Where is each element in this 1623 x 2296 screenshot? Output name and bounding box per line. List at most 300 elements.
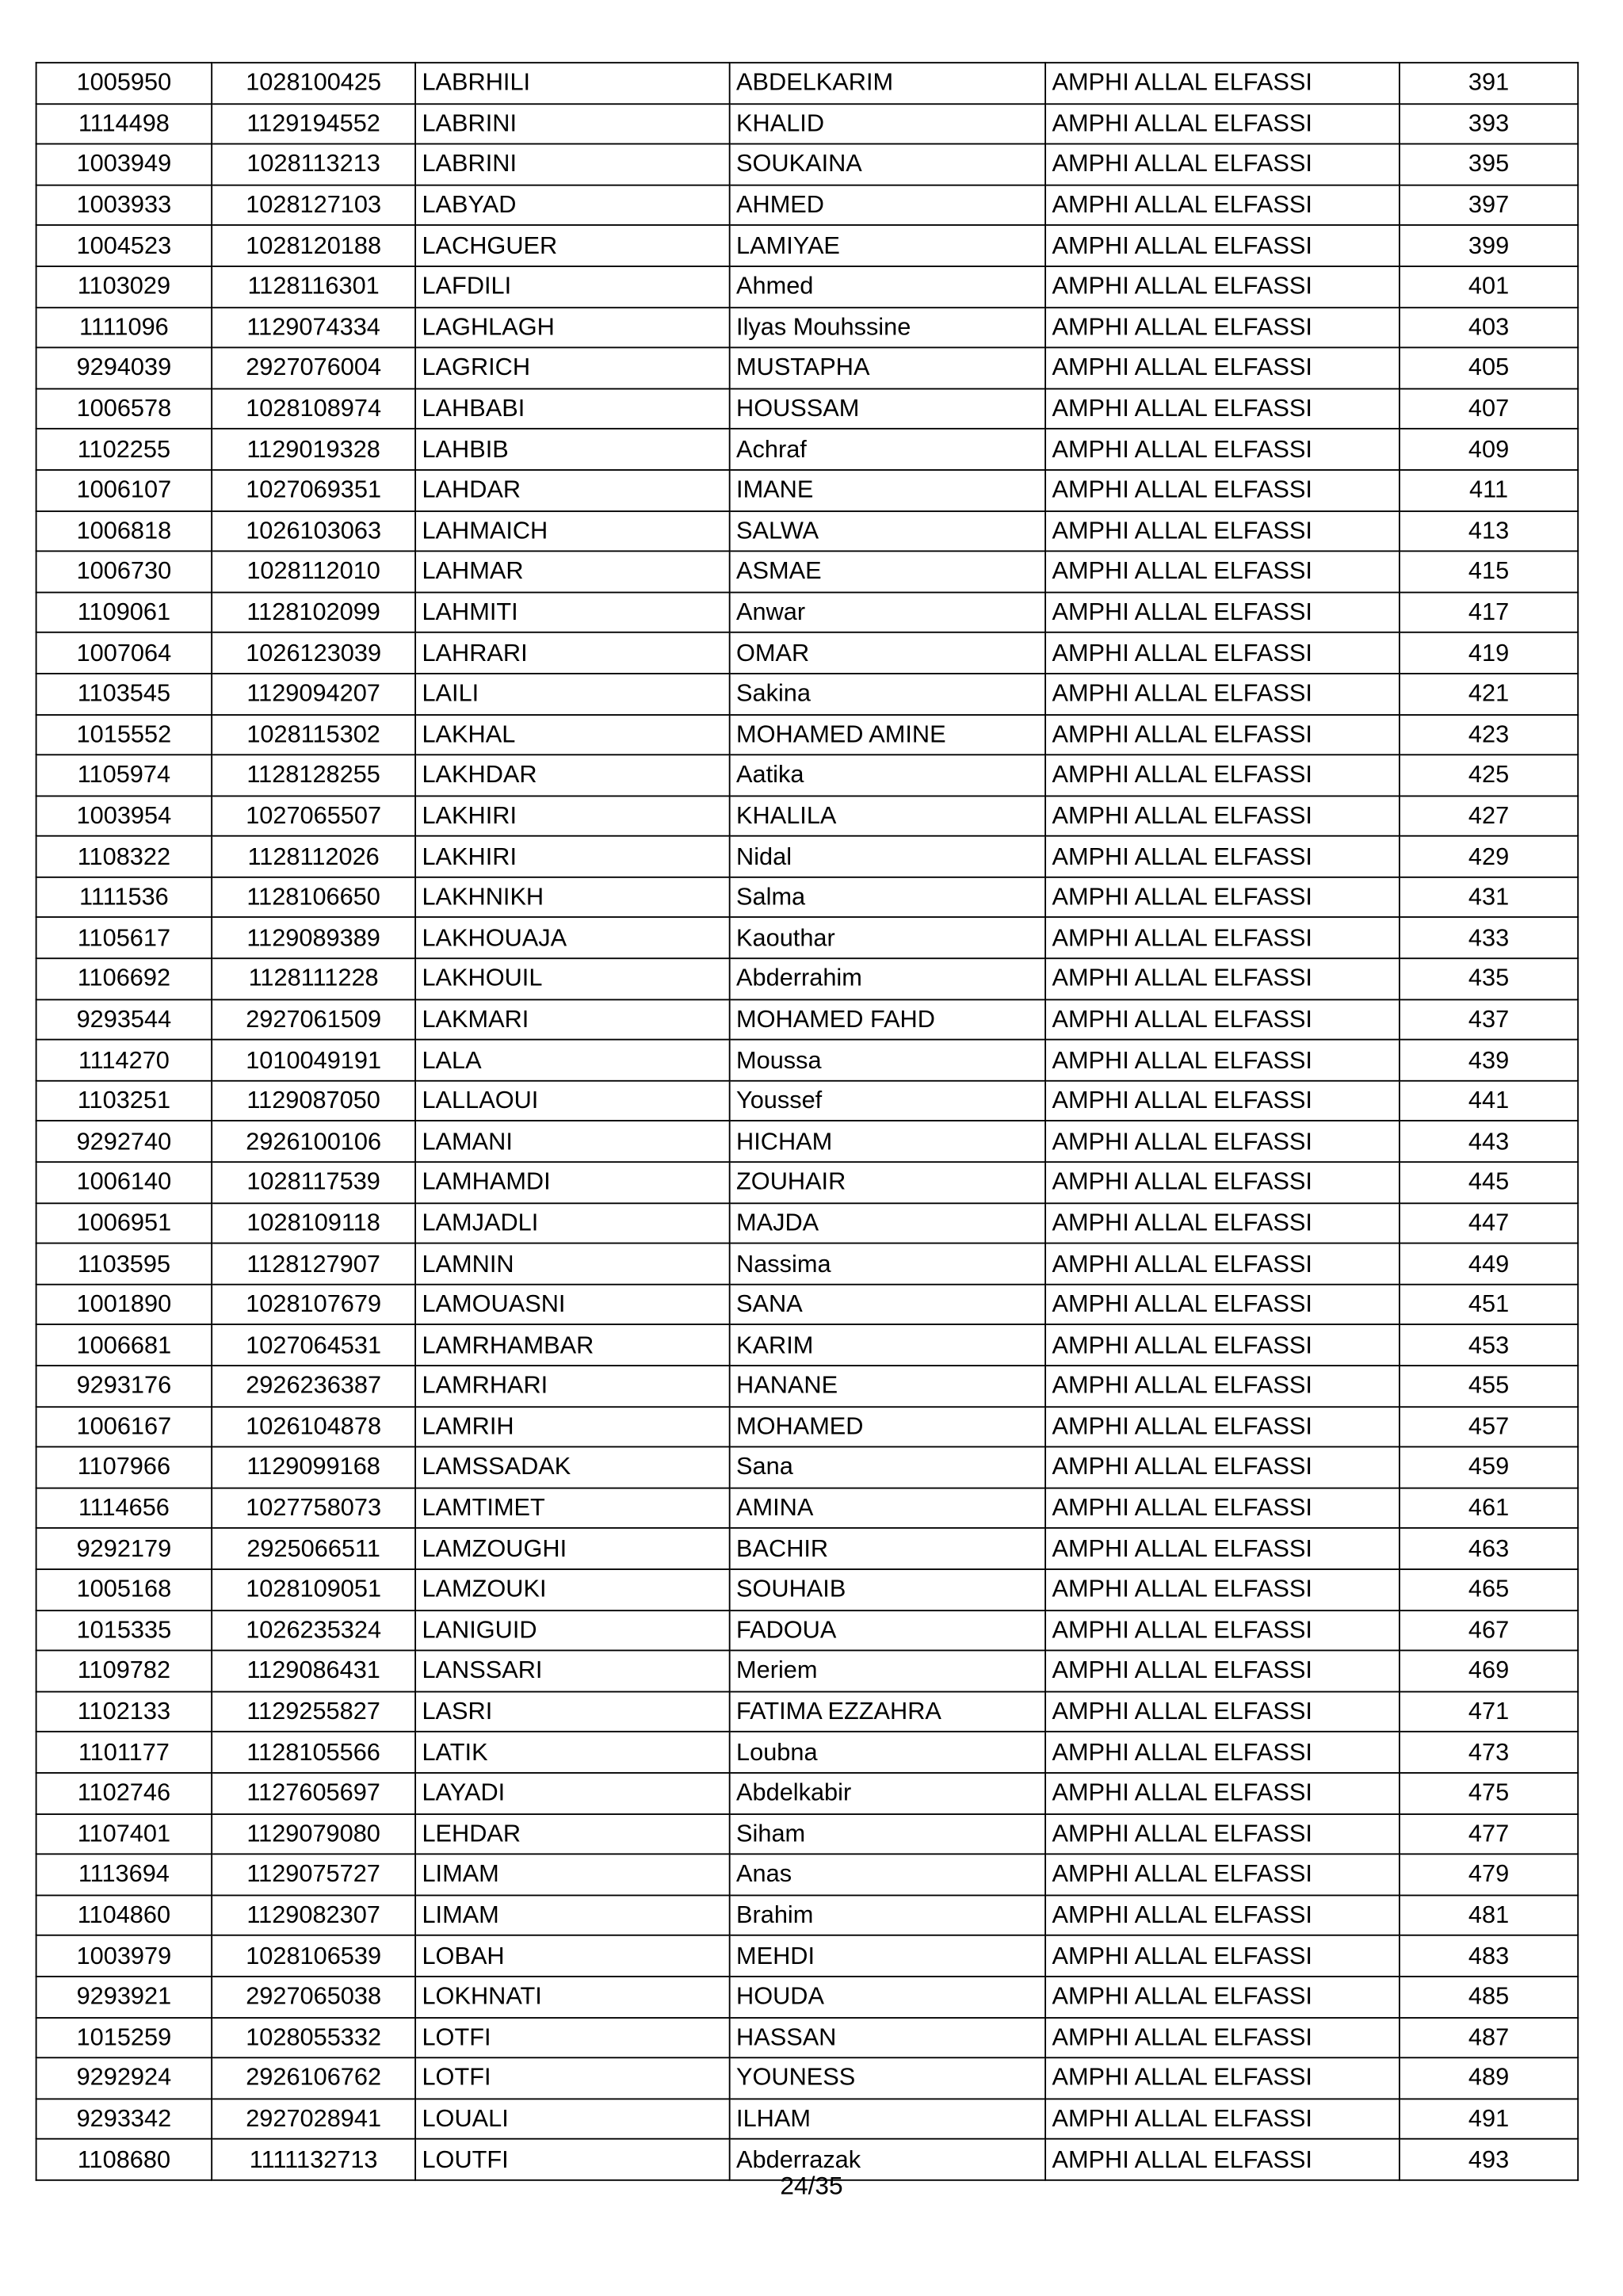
table-row — [36, 1203, 1579, 1244]
cell-room: AMPHI ALLAL ELFASSI — [1045, 2057, 1400, 2098]
cell-code: 1028127103 — [212, 185, 415, 225]
table-body — [36, 63, 1579, 2179]
cell-first-name: YOUNESS — [730, 2057, 1045, 2098]
cell-code: 1027069351 — [212, 470, 415, 510]
cell-room: AMPHI ALLAL ELFASSI — [1045, 1691, 1400, 1732]
table-row — [36, 877, 1579, 918]
cell-first-name: Youssef — [730, 1080, 1045, 1121]
cell-first-name: MEHDI — [730, 1935, 1045, 1976]
cell-room: AMPHI ALLAL ELFASSI — [1045, 266, 1400, 307]
cell-id: 1114498 — [36, 104, 212, 144]
table-row — [36, 1935, 1579, 1976]
cell-code: 1129255827 — [212, 1691, 415, 1732]
cell-seat: 403 — [1400, 307, 1578, 347]
cell-last-name: LAMANI — [415, 1121, 730, 1162]
cell-first-name: SOUHAIB — [730, 1569, 1045, 1610]
cell-first-name: Nidal — [730, 836, 1045, 877]
cell-last-name: LAMNIN — [415, 1244, 730, 1284]
cell-room: AMPHI ALLAL ELFASSI — [1045, 1773, 1400, 1813]
cell-seat: 411 — [1400, 470, 1578, 510]
cell-seat: 435 — [1400, 958, 1578, 999]
cell-seat: 491 — [1400, 2099, 1578, 2139]
cell-room: AMPHI ALLAL ELFASSI — [1045, 796, 1400, 836]
cell-last-name: LABYAD — [415, 185, 730, 225]
cell-code: 1128116301 — [212, 266, 415, 307]
cell-seat: 459 — [1400, 1447, 1578, 1488]
table-row — [36, 592, 1579, 632]
cell-last-name: LIMAM — [415, 1895, 730, 1935]
table-row — [36, 1366, 1579, 1406]
cell-id: 1111096 — [36, 307, 212, 347]
cell-first-name: Abderrazak — [730, 2139, 1045, 2179]
table-row — [36, 1080, 1579, 1121]
cell-last-name: LAHBIB — [415, 429, 730, 469]
cell-last-name: LAKHDAR — [415, 755, 730, 795]
cell-id: 1005950 — [36, 63, 212, 103]
table-row — [36, 714, 1579, 755]
cell-id: 1109782 — [36, 1651, 212, 1691]
cell-code: 1026123039 — [212, 632, 415, 673]
cell-room: AMPHI ALLAL ELFASSI — [1045, 1284, 1400, 1324]
cell-last-name: LOUALI — [415, 2099, 730, 2139]
cell-first-name: ABDELKARIM — [730, 63, 1045, 103]
cell-room: AMPHI ALLAL ELFASSI — [1045, 1610, 1400, 1650]
cell-code: 1026235324 — [212, 1610, 415, 1650]
cell-id: 1107401 — [36, 1813, 212, 1854]
cell-last-name: LAMRHAMBAR — [415, 1325, 730, 1366]
cell-last-name: LAGRICH — [415, 348, 730, 388]
cell-id: 1015552 — [36, 714, 212, 755]
cell-id: 1015259 — [36, 2017, 212, 2057]
cell-id: 1006730 — [36, 552, 212, 592]
cell-last-name: LAKHOUAJA — [415, 918, 730, 958]
table-row — [36, 1447, 1579, 1488]
cell-first-name: Ilyas Mouhssine — [730, 307, 1045, 347]
cell-seat: 463 — [1400, 1529, 1578, 1569]
cell-first-name: Sana — [730, 1447, 1045, 1488]
cell-last-name: LAHMAR — [415, 552, 730, 592]
cell-seat: 493 — [1400, 2139, 1578, 2179]
cell-first-name: IMANE — [730, 470, 1045, 510]
table-row — [36, 1813, 1579, 1854]
cell-first-name: Anas — [730, 1855, 1045, 1895]
cell-code: 1111132713 — [212, 2139, 415, 2179]
table-row — [36, 1162, 1579, 1202]
table-row — [36, 796, 1579, 836]
cell-id: 9293176 — [36, 1366, 212, 1406]
cell-last-name: LABRINI — [415, 104, 730, 144]
cell-seat: 461 — [1400, 1488, 1578, 1528]
cell-room: AMPHI ALLAL ELFASSI — [1045, 63, 1400, 103]
cell-first-name: MUSTAPHA — [730, 348, 1045, 388]
cell-last-name: LAMTIMET — [415, 1488, 730, 1528]
cell-last-name: LOTFI — [415, 2057, 730, 2098]
cell-last-name: LAHMAICH — [415, 510, 730, 551]
cell-room: AMPHI ALLAL ELFASSI — [1045, 2139, 1400, 2179]
cell-last-name: LAKHIRI — [415, 796, 730, 836]
cell-seat: 439 — [1400, 1040, 1578, 1080]
cell-last-name: LOUTFI — [415, 2139, 730, 2179]
cell-room: AMPHI ALLAL ELFASSI — [1045, 144, 1400, 185]
cell-room: AMPHI ALLAL ELFASSI — [1045, 307, 1400, 347]
cell-seat: 425 — [1400, 755, 1578, 795]
cell-id: 1108322 — [36, 836, 212, 877]
cell-seat: 419 — [1400, 632, 1578, 673]
cell-seat: 397 — [1400, 185, 1578, 225]
table-row — [36, 1284, 1579, 1324]
cell-code: 1129075727 — [212, 1855, 415, 1895]
cell-first-name: MOHAMED — [730, 1406, 1045, 1446]
cell-seat: 395 — [1400, 144, 1578, 185]
cell-first-name: Loubna — [730, 1732, 1045, 1772]
cell-first-name: MOHAMED FAHD — [730, 999, 1045, 1040]
cell-id: 9293921 — [36, 1977, 212, 2017]
cell-seat: 415 — [1400, 552, 1578, 592]
cell-id: 1006578 — [36, 388, 212, 429]
cell-room: AMPHI ALLAL ELFASSI — [1045, 1488, 1400, 1528]
cell-seat: 429 — [1400, 836, 1578, 877]
table-row — [36, 1977, 1579, 2017]
table-row — [36, 470, 1579, 510]
cell-seat: 421 — [1400, 674, 1578, 714]
table-row — [36, 2057, 1579, 2098]
cell-code: 1129099168 — [212, 1447, 415, 1488]
cell-id: 1105974 — [36, 755, 212, 795]
cell-id: 1103029 — [36, 266, 212, 307]
cell-code: 1028117539 — [212, 1162, 415, 1202]
cell-id: 9292179 — [36, 1529, 212, 1569]
cell-code: 1028106539 — [212, 1935, 415, 1976]
cell-room: AMPHI ALLAL ELFASSI — [1045, 1325, 1400, 1366]
cell-code: 2927061509 — [212, 999, 415, 1040]
cell-code: 1028055332 — [212, 2017, 415, 2057]
cell-code: 1028100425 — [212, 63, 415, 103]
cell-seat: 433 — [1400, 918, 1578, 958]
cell-code: 1027064531 — [212, 1325, 415, 1366]
table-row — [36, 1895, 1579, 1935]
cell-seat: 471 — [1400, 1691, 1578, 1732]
cell-id: 1005168 — [36, 1569, 212, 1610]
cell-code: 2926106762 — [212, 2057, 415, 2098]
cell-room: AMPHI ALLAL ELFASSI — [1045, 104, 1400, 144]
cell-code: 1028115302 — [212, 714, 415, 755]
cell-id: 1006167 — [36, 1406, 212, 1446]
cell-last-name: LANSSARI — [415, 1651, 730, 1691]
cell-id: 1108680 — [36, 2139, 212, 2179]
cell-room: AMPHI ALLAL ELFASSI — [1045, 1040, 1400, 1080]
cell-id: 1006951 — [36, 1203, 212, 1244]
cell-id: 1102746 — [36, 1773, 212, 1813]
cell-first-name: Brahim — [730, 1895, 1045, 1935]
cell-first-name: Nassima — [730, 1244, 1045, 1284]
cell-room: AMPHI ALLAL ELFASSI — [1045, 755, 1400, 795]
cell-room: AMPHI ALLAL ELFASSI — [1045, 1529, 1400, 1569]
table-row — [36, 1773, 1579, 1813]
cell-code: 2927065038 — [212, 1977, 415, 2017]
cell-id: 1106692 — [36, 958, 212, 999]
cell-code: 1128102099 — [212, 592, 415, 632]
cell-code: 1128105566 — [212, 1732, 415, 1772]
table-row — [36, 999, 1579, 1040]
cell-id: 1006818 — [36, 510, 212, 551]
cell-last-name: LAKHNIKH — [415, 877, 730, 918]
cell-first-name: KHALILA — [730, 796, 1045, 836]
table-row — [36, 1244, 1579, 1284]
cell-seat: 477 — [1400, 1813, 1578, 1854]
cell-first-name: HOUDA — [730, 1977, 1045, 2017]
cell-code: 1128127907 — [212, 1244, 415, 1284]
cell-id: 1006681 — [36, 1325, 212, 1366]
cell-code: 1129194552 — [212, 104, 415, 144]
cell-room: AMPHI ALLAL ELFASSI — [1045, 877, 1400, 918]
cell-seat: 469 — [1400, 1651, 1578, 1691]
table-row — [36, 1529, 1579, 1569]
cell-room: AMPHI ALLAL ELFASSI — [1045, 836, 1400, 877]
cell-id: 1003933 — [36, 185, 212, 225]
cell-code: 1128106650 — [212, 877, 415, 918]
cell-id: 1101177 — [36, 1732, 212, 1772]
cell-first-name: OMAR — [730, 632, 1045, 673]
cell-last-name: LEHDAR — [415, 1813, 730, 1854]
cell-first-name: ZOUHAIR — [730, 1162, 1045, 1202]
cell-last-name: LAMJADLI — [415, 1203, 730, 1244]
cell-first-name: Ahmed — [730, 266, 1045, 307]
cell-first-name: MOHAMED AMINE — [730, 714, 1045, 755]
cell-code: 1026103063 — [212, 510, 415, 551]
cell-room: AMPHI ALLAL ELFASSI — [1045, 1080, 1400, 1121]
cell-last-name: LIMAM — [415, 1855, 730, 1895]
cell-last-name: LALA — [415, 1040, 730, 1080]
cell-room: AMPHI ALLAL ELFASSI — [1045, 674, 1400, 714]
cell-id: 9292740 — [36, 1121, 212, 1162]
cell-id: 1007064 — [36, 632, 212, 673]
cell-room: AMPHI ALLAL ELFASSI — [1045, 226, 1400, 266]
cell-id: 9293544 — [36, 999, 212, 1040]
cell-code: 1028107679 — [212, 1284, 415, 1324]
cell-first-name: HANANE — [730, 1366, 1045, 1406]
cell-first-name: ILHAM — [730, 2099, 1045, 2139]
cell-seat: 405 — [1400, 348, 1578, 388]
cell-room: AMPHI ALLAL ELFASSI — [1045, 958, 1400, 999]
cell-seat: 487 — [1400, 2017, 1578, 2057]
cell-seat: 475 — [1400, 1773, 1578, 1813]
cell-room: AMPHI ALLAL ELFASSI — [1045, 2017, 1400, 2057]
cell-room: AMPHI ALLAL ELFASSI — [1045, 1162, 1400, 1202]
cell-last-name: LAHDAR — [415, 470, 730, 510]
cell-seat: 465 — [1400, 1569, 1578, 1610]
table-row — [36, 1569, 1579, 1610]
cell-id: 9293342 — [36, 2099, 212, 2139]
cell-seat: 453 — [1400, 1325, 1578, 1366]
table-row — [36, 755, 1579, 795]
cell-room: AMPHI ALLAL ELFASSI — [1045, 1895, 1400, 1935]
table-row — [36, 1651, 1579, 1691]
cell-id: 1111536 — [36, 877, 212, 918]
student-table — [36, 62, 1579, 2180]
cell-first-name: AHMED — [730, 185, 1045, 225]
cell-first-name: HASSAN — [730, 2017, 1045, 2057]
cell-first-name: SANA — [730, 1284, 1045, 1324]
cell-code: 1128111228 — [212, 958, 415, 999]
cell-last-name: LAHMITI — [415, 592, 730, 632]
cell-code: 1128112026 — [212, 836, 415, 877]
cell-seat: 483 — [1400, 1935, 1578, 1976]
table-row — [36, 144, 1579, 185]
cell-last-name: LAMZOUKI — [415, 1569, 730, 1610]
cell-seat: 409 — [1400, 429, 1578, 469]
cell-first-name: Salma — [730, 877, 1045, 918]
cell-code: 1129082307 — [212, 1895, 415, 1935]
cell-id: 1114270 — [36, 1040, 212, 1080]
cell-last-name: LAGHLAGH — [415, 307, 730, 347]
table-row — [36, 674, 1579, 714]
cell-room: AMPHI ALLAL ELFASSI — [1045, 1977, 1400, 2017]
cell-id: 1103595 — [36, 1244, 212, 1284]
table-row — [36, 348, 1579, 388]
table-row — [36, 429, 1579, 469]
cell-room: AMPHI ALLAL ELFASSI — [1045, 1406, 1400, 1446]
table-row — [36, 1488, 1579, 1528]
cell-last-name: LALLAOUI — [415, 1080, 730, 1121]
table-row — [36, 632, 1579, 673]
cell-id: 1102255 — [36, 429, 212, 469]
cell-seat: 449 — [1400, 1244, 1578, 1284]
cell-code: 1028120188 — [212, 226, 415, 266]
table-row — [36, 2099, 1579, 2139]
cell-seat: 407 — [1400, 388, 1578, 429]
cell-code: 1026104878 — [212, 1406, 415, 1446]
cell-seat: 423 — [1400, 714, 1578, 755]
cell-code: 1129089389 — [212, 918, 415, 958]
cell-code: 2925066511 — [212, 1529, 415, 1569]
cell-id: 1003949 — [36, 144, 212, 185]
cell-seat: 443 — [1400, 1121, 1578, 1162]
cell-last-name: LAMRHARI — [415, 1366, 730, 1406]
cell-id: 1113694 — [36, 1855, 212, 1895]
cell-code: 1129019328 — [212, 429, 415, 469]
cell-code: 1129086431 — [212, 1651, 415, 1691]
cell-last-name: LAMRIH — [415, 1406, 730, 1446]
cell-room: AMPHI ALLAL ELFASSI — [1045, 1855, 1400, 1895]
cell-seat: 473 — [1400, 1732, 1578, 1772]
cell-last-name: LASRI — [415, 1691, 730, 1732]
cell-last-name: LAHRARI — [415, 632, 730, 673]
cell-seat: 417 — [1400, 592, 1578, 632]
cell-code: 1028109118 — [212, 1203, 415, 1244]
cell-last-name: LAKMARI — [415, 999, 730, 1040]
cell-id: 1006107 — [36, 470, 212, 510]
table-row — [36, 1732, 1579, 1772]
cell-id: 1105617 — [36, 918, 212, 958]
table-row — [36, 104, 1579, 144]
cell-first-name: HICHAM — [730, 1121, 1045, 1162]
cell-room: AMPHI ALLAL ELFASSI — [1045, 999, 1400, 1040]
cell-seat: 393 — [1400, 104, 1578, 144]
cell-room: AMPHI ALLAL ELFASSI — [1045, 510, 1400, 551]
cell-id: 1107966 — [36, 1447, 212, 1488]
table-row — [36, 1855, 1579, 1895]
cell-id: 1102133 — [36, 1691, 212, 1732]
table-row — [36, 226, 1579, 266]
cell-id: 1104860 — [36, 1895, 212, 1935]
cell-room: AMPHI ALLAL ELFASSI — [1045, 1569, 1400, 1610]
table-row — [36, 1691, 1579, 1732]
cell-last-name: LAMSSADAK — [415, 1447, 730, 1488]
cell-first-name: FATIMA EZZAHRA — [730, 1691, 1045, 1732]
cell-room: AMPHI ALLAL ELFASSI — [1045, 1121, 1400, 1162]
cell-id: 9294039 — [36, 348, 212, 388]
cell-code: 1127605697 — [212, 1773, 415, 1813]
table-row — [36, 185, 1579, 225]
cell-first-name: SOUKAINA — [730, 144, 1045, 185]
cell-seat: 445 — [1400, 1162, 1578, 1202]
cell-last-name: LAYADI — [415, 1773, 730, 1813]
cell-last-name: LAHBABI — [415, 388, 730, 429]
cell-seat: 489 — [1400, 2057, 1578, 2098]
cell-last-name: LOTFI — [415, 2017, 730, 2057]
cell-id: 1103545 — [36, 674, 212, 714]
cell-seat: 401 — [1400, 266, 1578, 307]
cell-first-name: KHALID — [730, 104, 1045, 144]
cell-first-name: HOUSSAM — [730, 388, 1045, 429]
cell-code: 1128128255 — [212, 755, 415, 795]
cell-code: 1129079080 — [212, 1813, 415, 1854]
cell-room: AMPHI ALLAL ELFASSI — [1045, 1651, 1400, 1691]
cell-room: AMPHI ALLAL ELFASSI — [1045, 632, 1400, 673]
cell-room: AMPHI ALLAL ELFASSI — [1045, 918, 1400, 958]
cell-room: AMPHI ALLAL ELFASSI — [1045, 1366, 1400, 1406]
cell-first-name: Abderrahim — [730, 958, 1045, 999]
cell-first-name: FADOUA — [730, 1610, 1045, 1650]
cell-id: 1003979 — [36, 1935, 212, 1976]
cell-first-name: Meriem — [730, 1651, 1045, 1691]
table-row — [36, 1406, 1579, 1446]
table-row — [36, 388, 1579, 429]
cell-first-name: KARIM — [730, 1325, 1045, 1366]
cell-id: 1003954 — [36, 796, 212, 836]
cell-id: 1103251 — [36, 1080, 212, 1121]
cell-last-name: LAMZOUGHI — [415, 1529, 730, 1569]
cell-first-name: Moussa — [730, 1040, 1045, 1080]
cell-code: 2927028941 — [212, 2099, 415, 2139]
cell-room: AMPHI ALLAL ELFASSI — [1045, 388, 1400, 429]
cell-room: AMPHI ALLAL ELFASSI — [1045, 1203, 1400, 1244]
cell-first-name: Aatika — [730, 755, 1045, 795]
cell-seat: 391 — [1400, 63, 1578, 103]
table-row — [36, 1040, 1579, 1080]
cell-id: 1004523 — [36, 226, 212, 266]
table-row — [36, 1325, 1579, 1366]
cell-first-name: Siham — [730, 1813, 1045, 1854]
cell-code: 1129087050 — [212, 1080, 415, 1121]
cell-first-name: BACHIR — [730, 1529, 1045, 1569]
cell-room: AMPHI ALLAL ELFASSI — [1045, 1935, 1400, 1976]
cell-room: AMPHI ALLAL ELFASSI — [1045, 714, 1400, 755]
cell-id: 1006140 — [36, 1162, 212, 1202]
cell-code: 1129094207 — [212, 674, 415, 714]
cell-id: 1109061 — [36, 592, 212, 632]
table-row — [36, 307, 1579, 347]
table-row — [36, 1610, 1579, 1650]
cell-room: AMPHI ALLAL ELFASSI — [1045, 1813, 1400, 1854]
table-row — [36, 836, 1579, 877]
cell-room: AMPHI ALLAL ELFASSI — [1045, 348, 1400, 388]
cell-seat: 427 — [1400, 796, 1578, 836]
cell-first-name: Sakina — [730, 674, 1045, 714]
cell-seat: 451 — [1400, 1284, 1578, 1324]
cell-code: 1010049191 — [212, 1040, 415, 1080]
cell-last-name: LANIGUID — [415, 1610, 730, 1650]
